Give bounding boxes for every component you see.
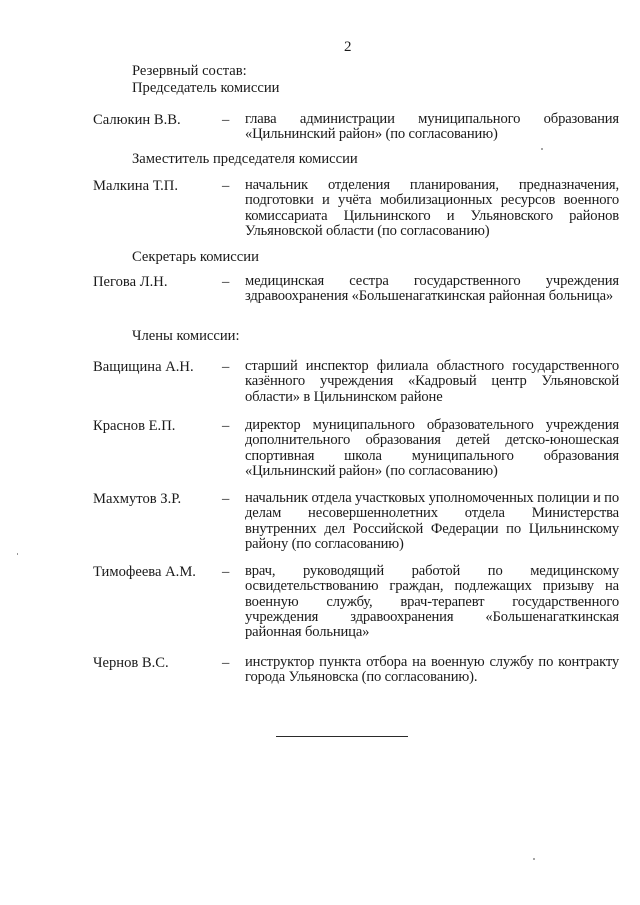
closing-divider [276,736,408,737]
reserve-heading: Резервный состав: [132,63,247,79]
dash: – [222,564,230,580]
section-secretary: Секретарь комиссии [132,249,259,265]
dash: – [222,274,230,290]
member-description: медицинская сестра государственного учреждения здравоохранения «Большенагаткинская районная больница» [245,273,619,305]
dash: – [222,491,230,507]
page-number: 2 [344,39,352,55]
member-description: начальник отделения планирования, предназначения, подготовки и учёта мобилизационных ресурсов военного комиссариата Цильнинского и Ульяновского районов Ульяновской области (по согласованию) [245,177,619,239]
member-description: директор муниципального образовательного учреждения дополнительного образования детей детско-юношеская спортивная школа муниципального образования «Цильнинский район» (по согласованию) [245,417,619,479]
member-description: старший инспектор филиала областного государственного казённого учреждения «Кадровый центр Ульяновской области» в Цильнинском районе [245,358,619,405]
member-name: Малкина Т.П. [93,178,178,194]
member-name: Ващищина А.Н. [93,359,194,375]
section-members: Члены комиссии: [132,328,240,344]
dash: – [222,112,230,128]
section-chair: Председатель комиссии [132,80,280,96]
member-name: Краснов Е.П. [93,418,176,434]
member-description: глава администрации муниципального образования «Цильнинский район» (по согласованию) [245,111,619,143]
member-description: врач, руководящий работой по медицинскому освидетельствованию граждан, подлежащих призыву на военную службу, врач-терапевт государственного учреждения здравоохранения «Большенагаткинская районная больница» [245,563,619,641]
member-description: начальник отдела участковых уполномоченных полиции и по делам несовершеннолетних отдела Министерства внутренних дел Российской Федерации по Цильнинскому району (по согласованию) [245,490,619,552]
scan-speck [533,858,535,860]
member-description: инструктор пункта отбора на военную службу по контракту города Ульяновска (по согласованию). [245,654,619,686]
scan-speck [17,553,18,555]
member-name: Тимофеева А.М. [93,564,196,580]
dash: – [222,655,230,671]
section-deputy: Заместитель председателя комиссии [132,151,358,167]
member-name: Чернов В.С. [93,655,169,671]
member-name: Махмутов З.Р. [93,491,182,507]
scan-speck [541,148,543,150]
dash: – [222,359,230,375]
member-name: Пегова Л.Н. [93,274,168,290]
member-name: Салюкин В.В. [93,112,181,128]
dash: – [222,418,230,434]
dash: – [222,178,230,194]
